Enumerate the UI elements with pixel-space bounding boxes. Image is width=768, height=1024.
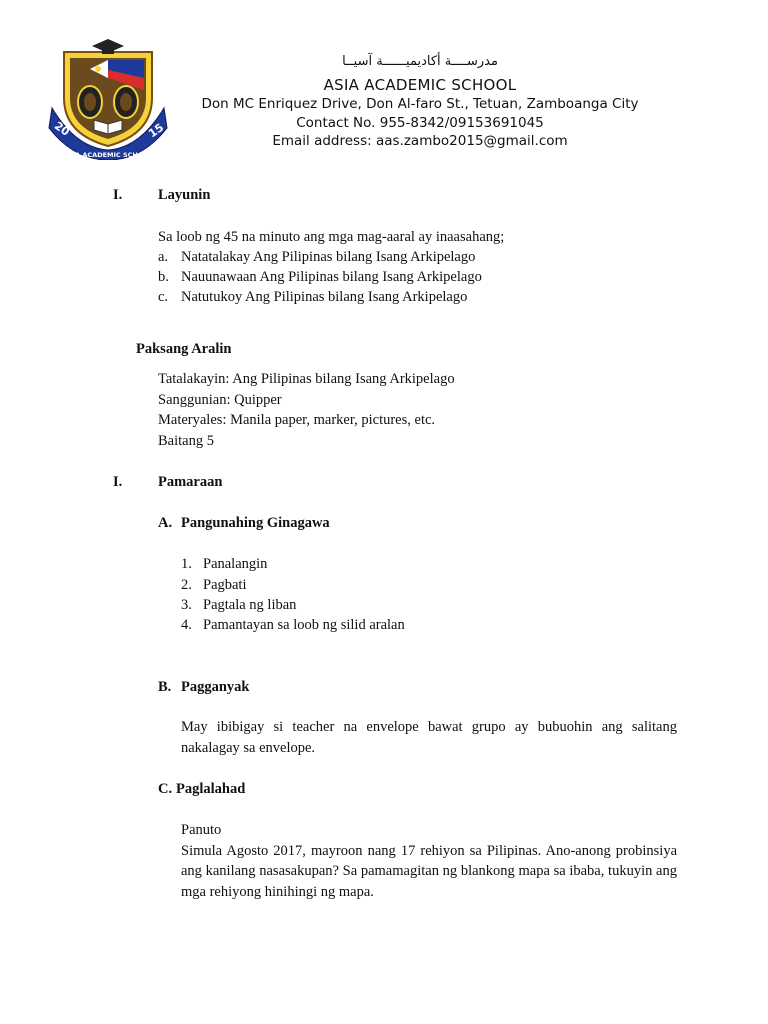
subsection-c-text: Simula Agosto 2017, mayroon nang 17 rehiyon sa Pilipinas. Ano-anong probinsiya ang kanilang nasasakupan? Sa pamamagitan ng blankong mapa sa ibaba, tukuyin ang mga rehiyong hinihingi ng mapa. xyxy=(181,842,677,900)
list-item: Natatalakay Ang Pilipinas bilang Isang Arkipelago xyxy=(181,248,476,265)
school-name: ASIA ACADEMIC SCHOOL xyxy=(323,76,517,94)
list-item-marker: a. xyxy=(158,248,169,265)
paksa-line: Sanggunian: Quipper xyxy=(158,391,282,408)
section1-numeral: I. xyxy=(113,187,123,203)
subsection-c-marker: C. xyxy=(158,781,173,797)
list-item: Panalangin xyxy=(203,556,268,572)
list-item: Pamantayan sa loob ng silid aralan xyxy=(203,617,405,633)
subsection-c-title: Paglalahad xyxy=(176,781,246,797)
paksa-title: Paksang Aralin xyxy=(136,341,232,357)
list-item-marker: 3. xyxy=(181,597,192,613)
list-item-marker: b. xyxy=(158,268,169,285)
subsection-c-label: Panuto xyxy=(181,822,222,838)
logo-ring-text: ASIA ACADEMIC SCHOOL xyxy=(62,151,154,159)
subsection-b-title: Pagganyak xyxy=(181,679,250,695)
section1-intro: Sa loob ng 45 na minuto ang mga mag-aaral ay inaasahang; xyxy=(158,229,505,245)
school-address: Don MC Enriquez Drive, Don Al-faro St., Tetuan, Zamboanga City xyxy=(201,96,639,112)
list-item-marker: 2. xyxy=(181,576,192,593)
list-item-marker: c. xyxy=(158,289,169,305)
list-item-marker: 4. xyxy=(181,617,192,633)
school-contact: Contact No. 955-8342/09153691045 xyxy=(296,114,544,131)
list-item: Natutukoy Ang Pilipinas bilang Isang Arkipelago xyxy=(181,289,468,305)
logo-right-text: 15 xyxy=(146,120,167,141)
logo-left-text: 20 xyxy=(51,119,72,139)
section2-numeral: I. xyxy=(113,474,123,490)
paksa-line: Materyales: Manila paper, marker, pictures, etc. xyxy=(158,412,436,428)
subsection-a-marker: A. xyxy=(158,515,173,531)
list-item: Pagbati xyxy=(203,576,247,593)
section2-title: Pamaraan xyxy=(158,474,223,490)
list-item-marker: 1. xyxy=(181,556,192,572)
subsection-b-text: May ibibigay si teacher na envelope bawat grupo ay bubuohin ang salitang nakalagay sa envelope. xyxy=(181,719,677,756)
list-item: Pagtala ng liban xyxy=(203,597,297,613)
subsection-a-title: Pangunahing Ginagawa xyxy=(181,515,330,531)
paksa-line: Tatalakayin: Ang Pilipinas bilang Isang Arkipelago xyxy=(158,371,455,387)
school-email: Email address: aas.zambo2015@gmail.com xyxy=(272,133,568,149)
section1-title: Layunin xyxy=(158,187,211,203)
school-arabic-name: مدرســــة أكاديميــــــة آسيــا xyxy=(342,54,498,69)
school-logo-icon xyxy=(46,38,170,160)
list-item: Nauunawaan Ang Pilipinas bilang Isang Arkipelago xyxy=(181,268,482,285)
paksa-line: Baitang 5 xyxy=(158,433,214,449)
subsection-b-marker: B. xyxy=(158,679,172,695)
